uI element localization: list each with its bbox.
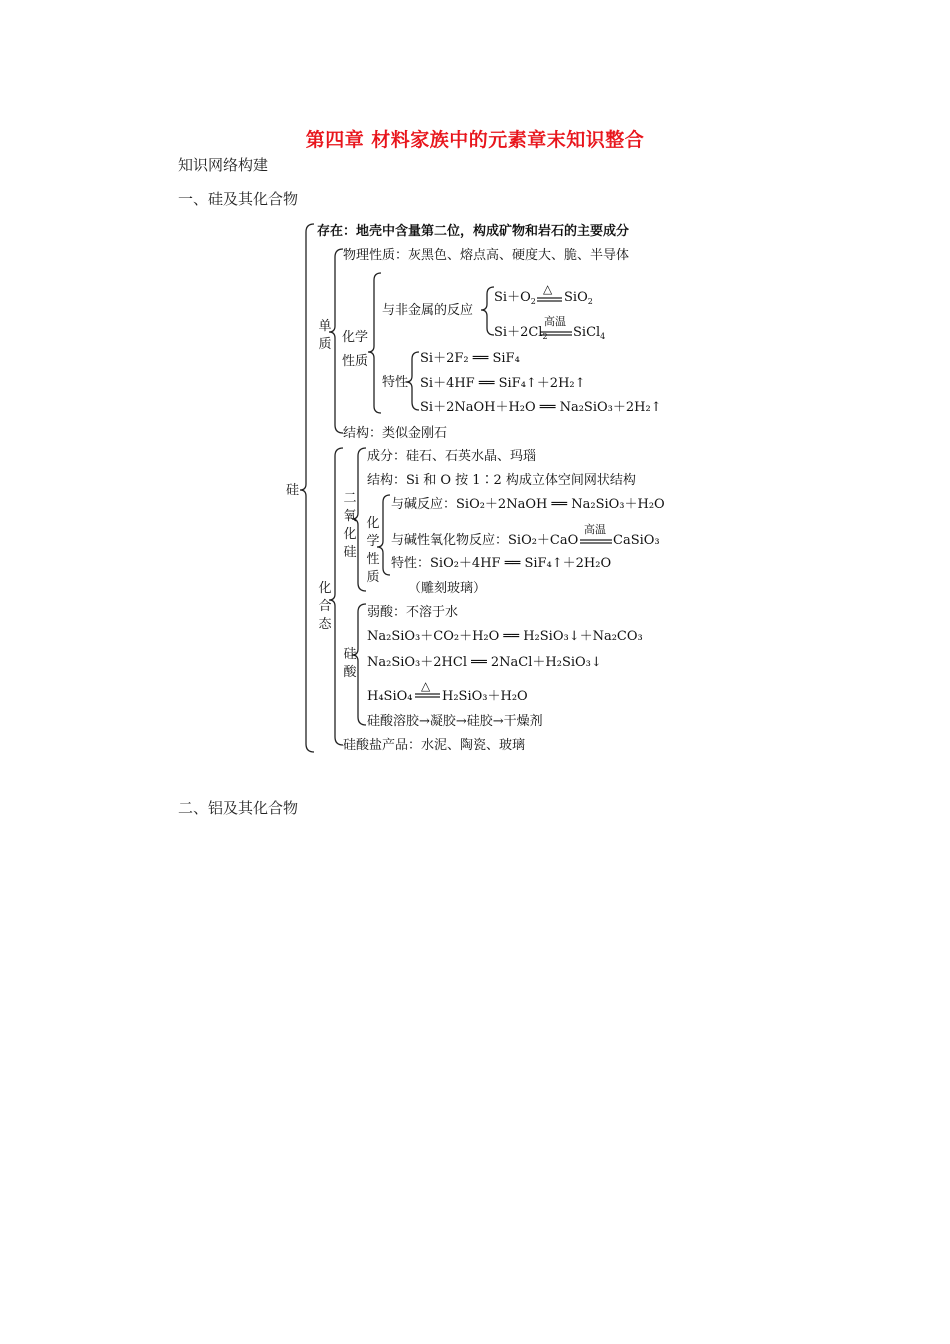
silica-reaction-base: 与碱反应：SiO₂＋2NaOH ══ Na₂SiO₃＋H₂O (391, 497, 665, 512)
nonmetal-reaction-label: 与非金属的反应 (382, 303, 474, 318)
acid-reaction-hcl: Na₂SiO₃＋2HCl ══ 2NaCl＋H₂SiO₃↓ (367, 655, 602, 670)
acid-reaction-product: H₂SiO₃＋H₂O (442, 689, 528, 704)
elemental-label: 单质 (318, 319, 332, 352)
silica-note: （雕刻玻璃） (408, 581, 487, 596)
page-title: 第四章 材料家族中的元素章末知识整合 (305, 129, 645, 151)
silica-label: 二氧化硅 (343, 491, 357, 560)
product-sio2: SiO$_2$ (564, 290, 593, 306)
section-label: 知识网络构建 (178, 156, 269, 174)
special-properties-label: 特性 (382, 375, 409, 390)
silica-structure: 结构：Si 和 O 按 1∶2 构成立体空间网状结构 (367, 473, 636, 488)
heat-condition: △ (543, 282, 553, 296)
acid-reaction-heat: H₄SiO₄ (367, 689, 413, 704)
silica-high-temp-condition: 高温 (584, 523, 606, 536)
reaction-si-o2: $Si+O_2$ (494, 290, 536, 306)
special-reaction-hf: Si＋4HF ══ SiF₄↑＋2H₂↑ (420, 376, 586, 391)
chemical-properties-label: 化学性质 (342, 330, 369, 369)
acid-reaction-co2: Na₂SiO₃＋CO₂＋H₂O ══ H₂SiO₃↓＋Na₂CO₃ (367, 629, 643, 644)
elemental-structure: 结构：类似金刚石 (343, 426, 448, 441)
silicic-acid-label: 硅酸 (343, 647, 357, 680)
silicate-products: 硅酸盐产品：水泥、陶瓷、玻璃 (343, 738, 526, 753)
special-reaction-naoh: Si＋2NaOH＋H₂O ══ Na₂SiO₃＋2H₂↑ (420, 400, 662, 415)
silica-reaction-hf: 特性：SiO₂＋4HF ══ SiF₄↑＋2H₂O (391, 556, 612, 571)
acid-weak: 弱酸：不溶于水 (367, 605, 459, 620)
section-heading-silicon: 一、硅及其化合物 (178, 190, 299, 208)
silica-composition: 成分：硅石、石英水晶、玛瑙 (367, 449, 537, 464)
occurrence-text: 存在：地壳中含量第二位，构成矿物和岩石的主要成分 (317, 224, 630, 239)
silica-reaction-oxide: 与碱性氧化物反应：SiO₂＋CaO (391, 533, 579, 548)
product-sicl4: SiCl$_4$ (573, 325, 606, 341)
high-temp-condition: 高温 (544, 315, 566, 328)
silica-chemical-label: 化学性质 (366, 516, 380, 585)
reaction-si-cl2: $Si+2Cl_2$ (494, 325, 548, 341)
acid-chain: 硅酸溶胶→凝胶→硅胶→干燥剂 (367, 714, 543, 729)
compound-label: 化合态 (318, 581, 332, 632)
root-label: 硅 (286, 483, 300, 498)
physical-properties: 物理性质：灰黑色、熔点高、硬度大、脆、半导体 (343, 248, 630, 263)
special-reaction-f2: Si＋2F₂ ══ SiF₄ (420, 351, 520, 366)
acid-heat-condition: △ (421, 679, 431, 693)
product-casio3: CaSiO₃ (613, 533, 660, 548)
section-heading-aluminum: 二、铝及其化合物 (178, 799, 299, 817)
